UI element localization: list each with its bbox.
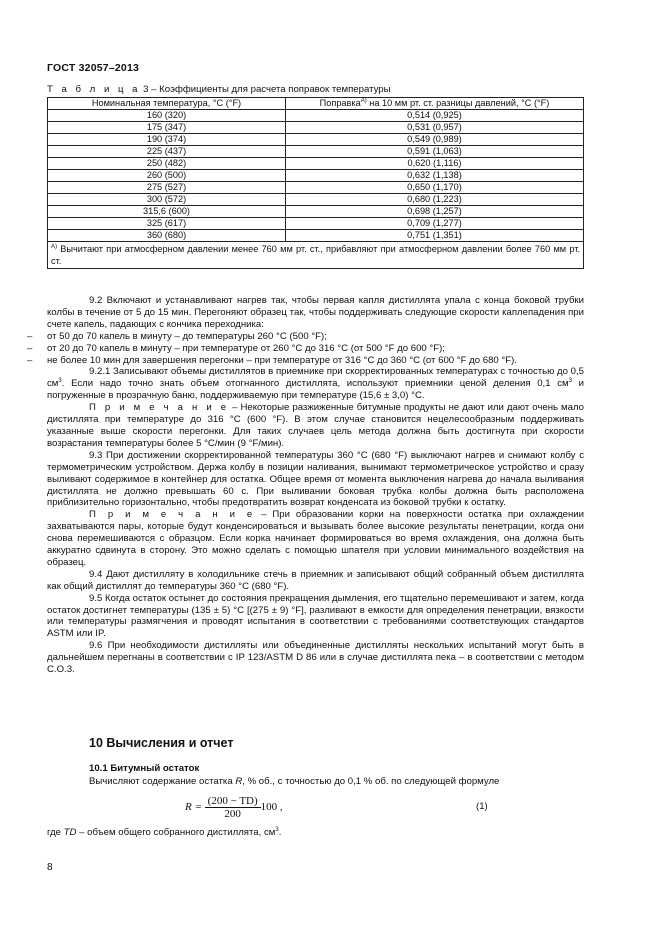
column-header-correction-b: на 10 мм рт. ст. разницы давлений, °С (°F)	[366, 98, 550, 108]
paragraph-9-4: 9.4 Дают дистилляту в холодильнике стечь в приемник и записывают общий собранный объем дистиллята как общий дистиллят до температуры 360 °С (680 °F).	[47, 568, 584, 592]
paragraph-9-6: 9.6 При необходимости дистилляты или объединенные дистилляты нескольких испытаний могут быть в дальнейшем перегнаны в соответствии с IP 123/ASTM D 86 или в случае дистиллята пека – в соответствии с методом С.О.3.	[47, 640, 584, 676]
page-number: 8	[47, 862, 53, 873]
column-header-temperature: Номинальная температура, °С (°F)	[48, 98, 286, 110]
table-row	[48, 122, 584, 134]
cell-correction: 0,751 (1,351)	[286, 230, 584, 242]
cell-correction: 0,620 (1,116)	[286, 158, 584, 170]
subsection-text-b: , % об., с точностью до 0,1 % об. по следующей формуле	[242, 776, 500, 787]
subsection-title: 10.1 Битумный остаток	[89, 763, 200, 774]
cubic-sup: 3	[58, 378, 62, 385]
correction-table	[47, 97, 584, 269]
cell-temperature: 175 (347)	[48, 122, 286, 134]
cell-temperature: 275 (527)	[48, 182, 286, 194]
formula-denominator: 200	[224, 808, 241, 820]
cell-correction: 0,680 (1,223)	[286, 194, 584, 206]
table-row	[48, 146, 584, 158]
table-footnote-text: Вычитают при атмосферном давлении менее 760 мм рт. ст., прибавляют при атмосферном давлении более 760 мм рт. ст.	[51, 244, 580, 266]
cell-correction: 0,514 (0,925)	[286, 110, 584, 122]
table-row	[48, 158, 584, 170]
table-row	[48, 218, 584, 230]
column-header-correction-a: Поправка	[319, 98, 361, 108]
cell-correction: 0,591 (1,063)	[286, 146, 584, 158]
variable-td: TD	[63, 827, 77, 838]
table-row	[48, 170, 584, 182]
list-item	[27, 342, 584, 355]
list-dash: –	[27, 342, 33, 354]
formula-lhs: R =	[185, 801, 202, 814]
cell-temperature: 260 (500)	[48, 170, 286, 182]
cell-correction: 0,632 (1,138)	[286, 170, 584, 182]
cell-temperature: 250 (482)	[48, 158, 286, 170]
list-item	[27, 354, 584, 367]
table-caption	[47, 84, 391, 95]
where-a: где	[47, 827, 64, 838]
note-2-text: – При образовании корки на поверхности остатка при охлаждении захватываются пары, которые будут конденсироваться и вызывать более высокие результаты пенетрации, когда они снова перемешиваются с образцом. Если корка начинает формироваться во время охлаждения, она должна быть аккуратно сдвинута в сторону. Это можно сделать с помощью шпателя при условии минимального воздействия на образец.	[47, 509, 584, 568]
note-2	[47, 509, 584, 569]
paragraph-9-2-1-b: . Если надо точно знать объем отогнанного дистиллята, используют приемники ценой деления 0,1 см	[61, 378, 569, 390]
formula-fraction	[205, 795, 261, 820]
cell-correction: 0,650 (1,170)	[286, 182, 584, 194]
note-1	[47, 402, 584, 450]
body-text	[27, 295, 584, 676]
variable-r: R	[235, 776, 243, 787]
note-label: П р и м е ч а н и е	[89, 402, 230, 414]
list-dash: –	[27, 330, 33, 342]
table-note-row	[48, 242, 584, 269]
cubic-sup: 3	[568, 378, 572, 385]
formula-numerator: (200 − TD)	[205, 795, 261, 808]
subsection-text-a: Вычисляют содержание остатка	[89, 776, 236, 787]
table-row	[48, 206, 584, 218]
table-caption-label: Т а б л и ц а	[47, 84, 141, 95]
column-header-correction	[286, 98, 584, 110]
table-row	[48, 110, 584, 122]
list-item-text: не более 10 мин для завершения перегонки – при температуре от 316 °С до 360 °С (от 600 °F до 680 °F).	[47, 354, 517, 366]
cell-temperature: 225 (437)	[48, 146, 286, 158]
where-b: – объем общего собранного дистиллята, см	[76, 827, 276, 838]
note-label: П р и м е ч а н и е	[89, 509, 256, 521]
cell-correction: 0,531 (0,957)	[286, 122, 584, 134]
formula-legend	[47, 827, 281, 838]
list-item-text: от 20 до 70 капель в минуту – при температуре от 260 °С до 316 °С (от 500 °F до 600 °F);	[47, 342, 445, 354]
cell-temperature: 360 (680)	[48, 230, 286, 242]
cell-temperature: 325 (617)	[48, 218, 286, 230]
paragraph-9-2-1-c: и погруженные в прозрачную баню, поддерживаемую при температуре (15,6 ± 3,0) °С.	[47, 378, 584, 402]
formula	[185, 795, 283, 820]
list-dash: –	[27, 354, 33, 366]
paragraph-9-3: 9.3 При достижении скорректированной температуры 360 °С (680 °F) выключают нагрев и снимают колбу с термометрическим устройством. Держа колбу в позиции наливания, вынимают термометрическое устройство и сразу выливают содержимое в контейнер для остатка. Общее время от момента выключения нагрева до начала выливания дистиллята не должно превышать 60 с. При выливании боковая трубка колбы должна быть расположена приблизительно горизонтально, чтобы предотвратить возврат конденсата из боковой трубки к остатку.	[47, 449, 584, 509]
table-footnote-mark: А)	[51, 243, 57, 250]
where-c: .	[278, 827, 282, 838]
paragraph-9-2-1-a: 9.2.1 Записывают объемы дистиллятов в приемнике при скорректированных температурах с точностью до 0,5 см	[47, 366, 584, 390]
cell-temperature: 300 (572)	[48, 194, 286, 206]
equation-number: (1)	[476, 801, 488, 812]
cell-temperature: 160 (320)	[48, 110, 286, 122]
paragraph-9-5: 9.5 Когда остаток остынет до состояния прекращения дымления, его тщательно перемешивают и затем, когда остаток достигнет температуры (135 ± 5) °С [(275 ± 9) °F], разливают в емкости для определения пенетрации, вязкости или температуры размягчения и проводят испытания в соответствии с требованиями соответствующих стандартов ASTM или IP.	[47, 592, 584, 640]
paragraph-9-2: 9.2 Включают и устанавливают нагрев так, чтобы первая капля дистиллята упала с конца боковой трубки колбы в течение от 5 до 15 мин. Перегоняют образец так, чтобы поддерживать следующие скорости каплепадения при счете капель, падающих с кончика переходника:	[47, 295, 584, 330]
section-title: 10 Вычисления и отчет	[89, 736, 234, 750]
cubic-sup: 3	[275, 826, 279, 833]
document-header: ГОСТ 32057–2013	[47, 62, 140, 74]
table-row	[48, 182, 584, 194]
table-body	[48, 110, 584, 242]
subsection-text	[89, 776, 499, 787]
list-item-text: от 50 до 70 капель в минуту – до температуры 260 °С (500 °F);	[47, 330, 327, 342]
column-header-footnote-mark: А)	[360, 97, 367, 104]
table-caption-text: 3 – Коэффициенты для расчета поправок температуры	[140, 84, 391, 95]
table-row	[48, 194, 584, 206]
cell-temperature: 190 (374)	[48, 134, 286, 146]
table-footnote	[48, 242, 584, 269]
cell-correction: 0,698 (1,257)	[286, 206, 584, 218]
note-1-text: – Некоторые разжиженные битумные продукты не дают или дают очень мало дистиллята при температуре до 316 °С (600 °F). В этом случае становится нецелесообразным поддерживать указанные выше скорости перегонки. Для таких случаев цель метода должна быть достигнута при скорости возрастания температуры более 5 °С/мин (9 °F/мин).	[47, 402, 584, 449]
table-row	[48, 134, 584, 146]
list-item	[27, 330, 584, 343]
cell-temperature: 315,6 (600)	[48, 206, 286, 218]
table-row	[48, 230, 584, 242]
paragraph-9-2-1	[47, 366, 584, 402]
cell-correction: 0,549 (0,989)	[286, 134, 584, 146]
formula-tail: 100 ,	[260, 801, 283, 814]
cell-correction: 0,709 (1,277)	[286, 218, 584, 230]
table-header-row	[48, 98, 584, 110]
